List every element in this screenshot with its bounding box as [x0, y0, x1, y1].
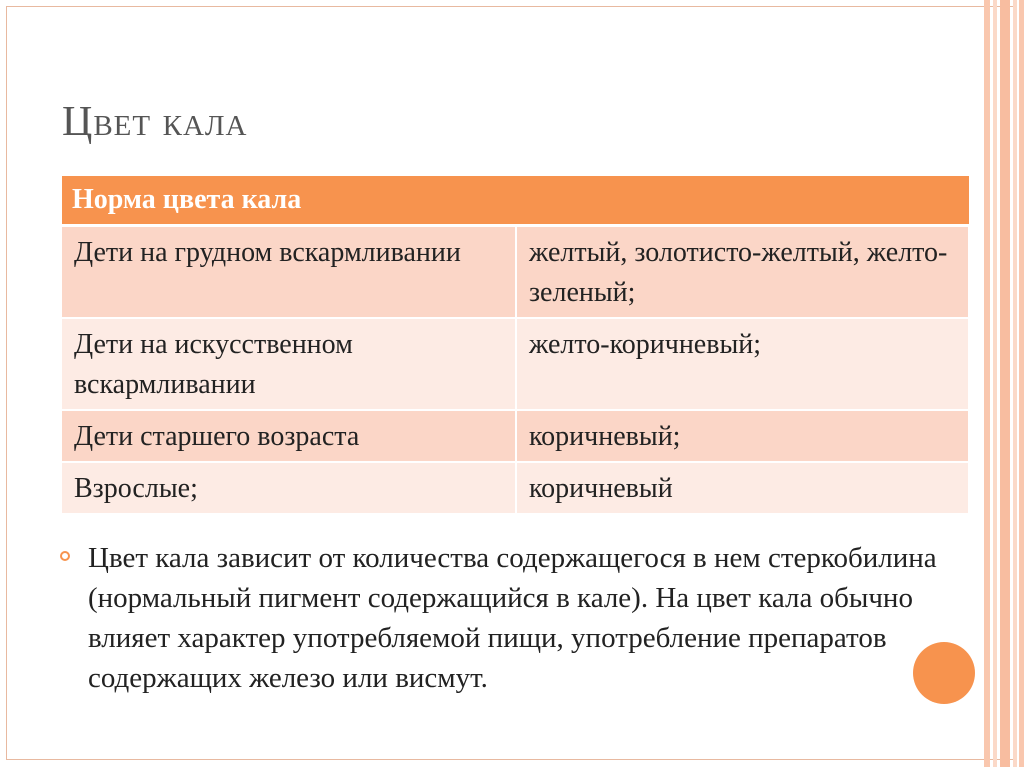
table-header-row	[62, 176, 969, 226]
table-row	[62, 410, 969, 462]
bullet-paragraph: Цвет кала зависит от количества содержащегося в нем стеркобилина (нормальный пигмент содержащийся в кале). На цвет кала обычно влияет характер употребляемой пищи, употребление препаратов содержащих железо или висмут.	[88, 542, 937, 694]
table-row	[62, 462, 969, 514]
age-group-cell: Дети старшего возраста	[62, 410, 516, 462]
color-cell: коричневый	[516, 462, 969, 514]
color-cell: коричневый;	[516, 410, 969, 462]
slide-title: Цвет кала	[62, 99, 248, 145]
age-group-cell: Дети на искусственном вскармливании	[62, 318, 516, 410]
table-row	[62, 226, 969, 319]
decorative-stripes	[984, 0, 1024, 767]
bullet-circle-icon	[60, 551, 70, 561]
age-group-cell: Взрослые;	[62, 462, 516, 514]
decorative-circle-icon	[913, 642, 975, 704]
color-cell: желто-коричневый;	[516, 318, 969, 410]
table-row	[62, 318, 969, 410]
stool-color-table	[62, 176, 970, 515]
table-header: Норма цвета кала	[62, 176, 969, 226]
color-cell: желтый, золотисто-желтый, желто-зеленый;	[516, 226, 969, 319]
age-group-cell: Дети на грудном вскармливании	[62, 226, 516, 319]
